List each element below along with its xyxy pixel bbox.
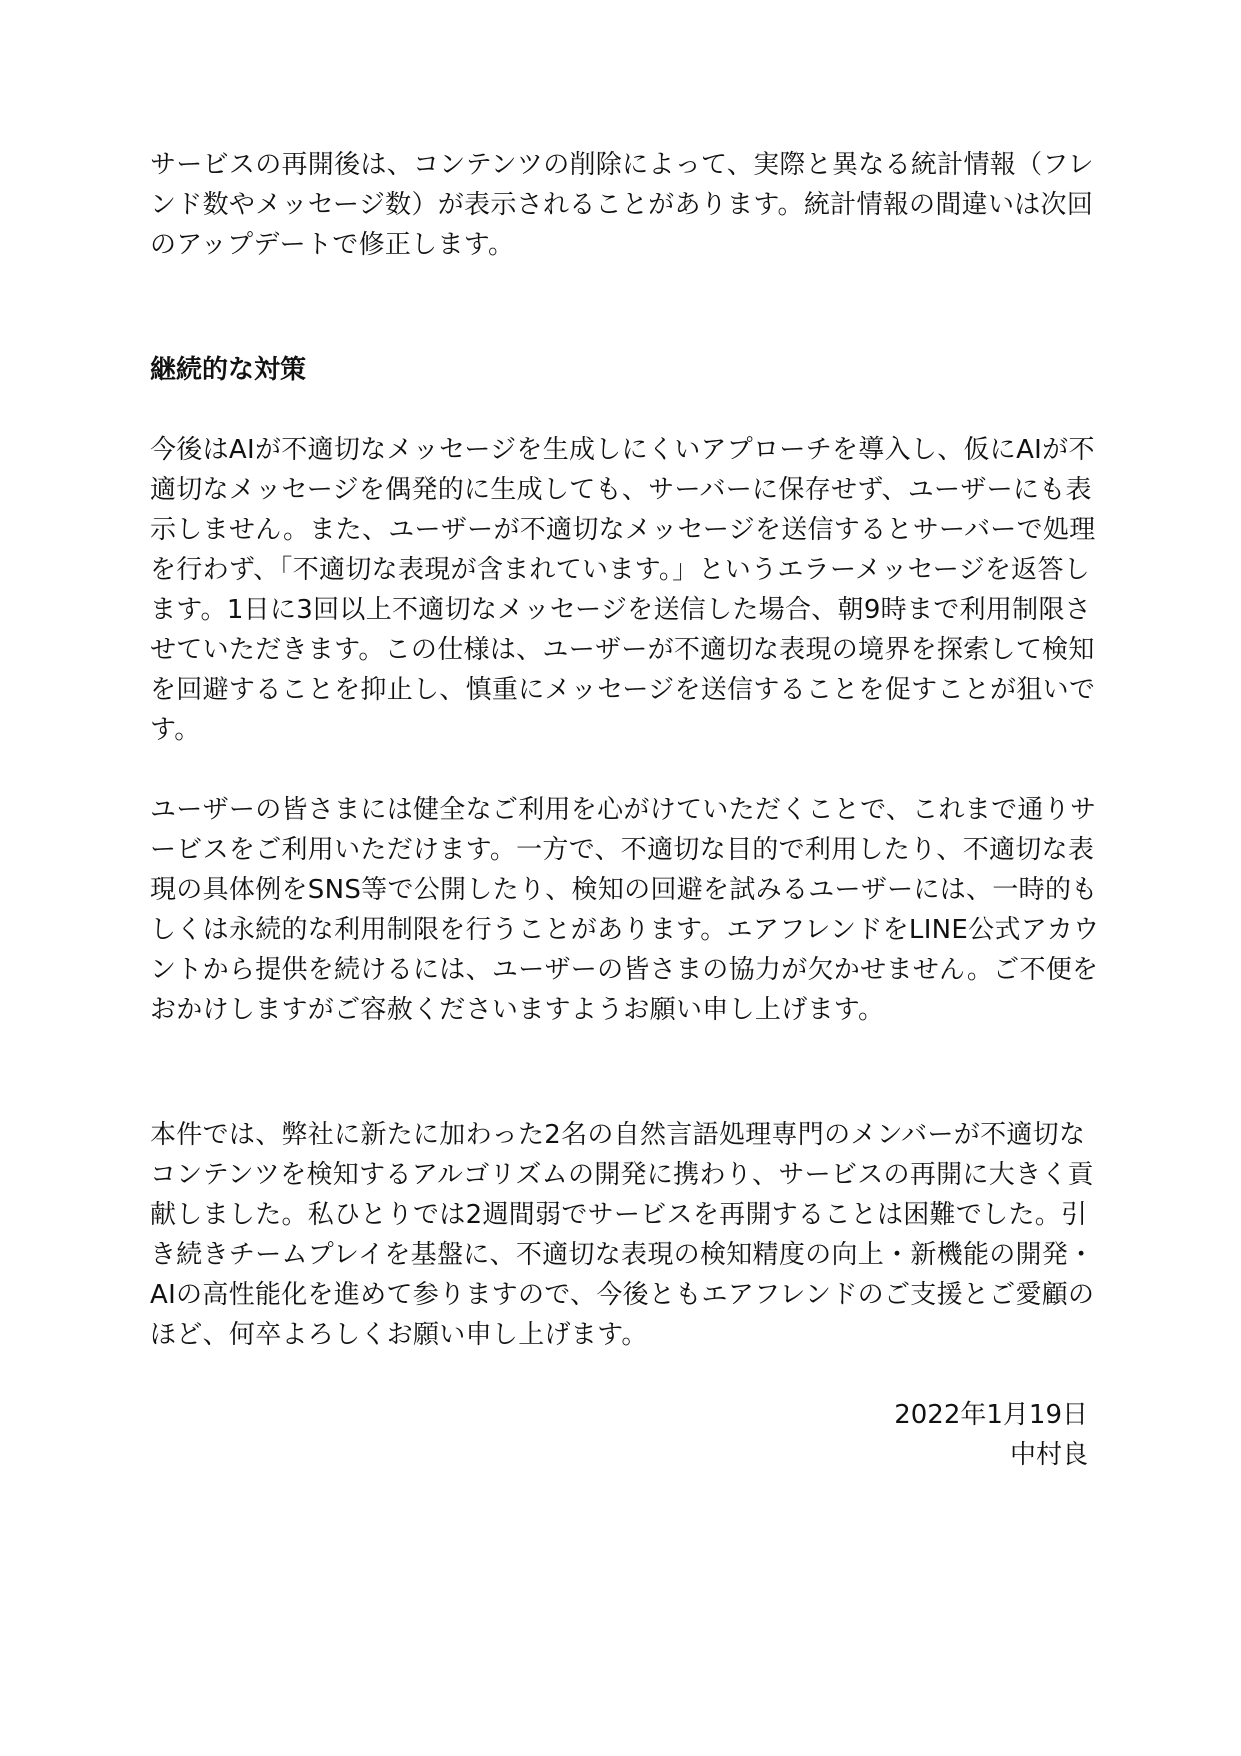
paragraph-team-thanks: 本件では、弊社に新たに加わった2名の自然言語処理専門のメンバーが不適切なコンテンツを検知するアルゴリズムの開発に携わり、サービスの再開に大きく貢献しました。私ひとりでは2週間弱でサービスを再開することは困難でした。引き続きチームプレイを基盤に、不適切な表現の検知精度の向上・新機能の開発・AIの高性能化を進めて参りますので、今後ともエアフレンドのご支援とご愛顧のほど、何卒よろしくお願い申し上げます。 (150, 1120, 1095, 1350)
paragraph-user-request: ユーザーの皆さまには健全なご利用を心がけていただくことで、これまで通りサービスをご利用いただけます。一方で、不適切な目的で利用したり、不適切な表現の具体例をSNS等で公開したり、検知の回避を試みるユーザーには、一時的もしくは永続的な利用制限を行うことがあります。エアフレンドをLINE公式アカウントから提供を続けるには、ユーザーの皆さまの協力が欠かせません。ご不便をおかけしますがご容赦くださいますようお願い申し上げます。 (150, 795, 1100, 1025)
paragraph-measures: 今後はAIが不適切なメッセージを生成しにくいアプローチを導入し、仮にAIが不適切なメッセージを偶発的に生成しても、サーバーに保存せず、ユーザーにも表示しません。また、ユーザーが不適切なメッセージを送信するとサーバーで処理を行わず、「不適切な表現が含まれています。」というエラーメッセージを返答します。1日に3回以上不適切なメッセージを送信した場合、朝9時まで利用制限させていただきます。この仕様は、ユーザーが不適切な表現の境界を探索して検知を回避することを抑止し、慎重にメッセージを送信することを促すことが狙いです。 (150, 435, 1096, 745)
paragraph-stats-notice: サービスの再開後は、コンテンツの削除によって、実際と異なる統計情報（フレンド数やメッセージ数）が表示されることがあります。統計情報の間違いは次回のアップデートで修正します。 (150, 150, 1094, 260)
section-heading-measures: 継続的な対策 (150, 355, 307, 385)
signoff-author: 中村良 (1009, 1440, 1088, 1470)
document-page (150, 145, 1100, 1475)
signoff (150, 1395, 1088, 1475)
signoff-date: 2022年1月19日 (894, 1400, 1088, 1430)
